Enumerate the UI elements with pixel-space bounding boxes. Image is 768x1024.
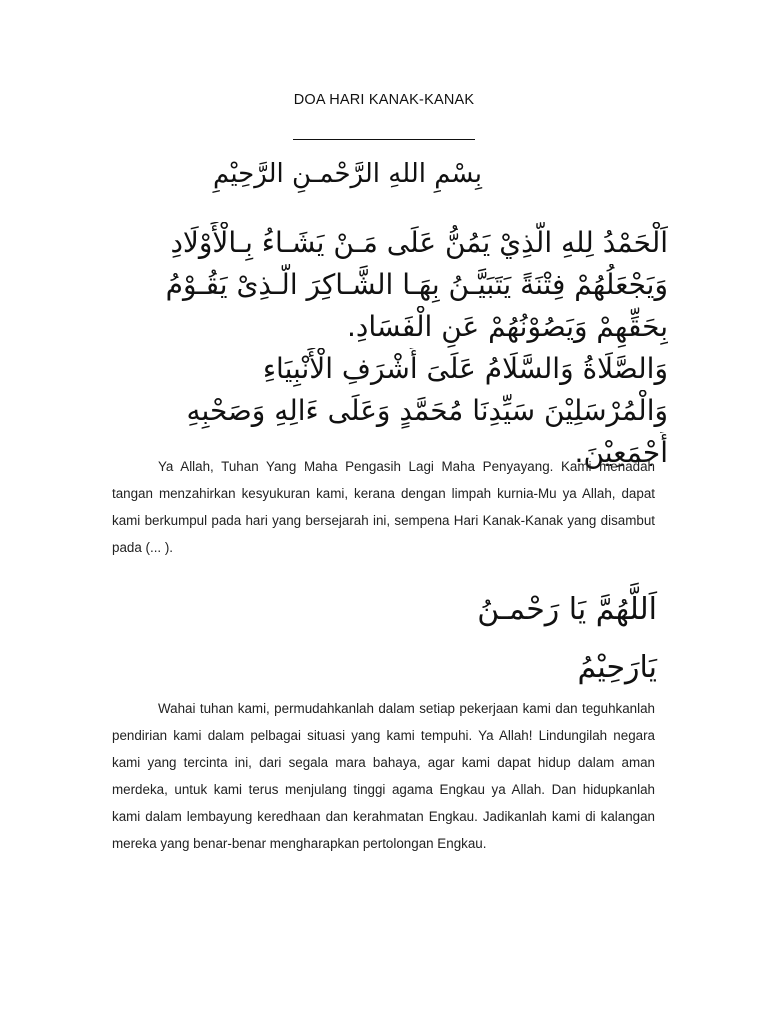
paragraph-intro: Ya Allah, Tuhan Yang Maha Pengasih Lagi Maha Penyayang. Kami menadah tangan menzahirkan kesyukuran kami, kerana dengan limpah kurnia-Mu ya Allah, dapat kami berkumpul pada hari yang bersejarah ini, sempena Hari Kanak-Kanak yang disambut pada (... ).: [112, 459, 655, 555]
doa-arabic-line: اَلْحَمْدُ لِلهِ الَّذِيْ يَمُنُّ عَلَى مَـنْ يَشَـاءُ بِـالْأَوْلَادِ: [170, 226, 668, 259]
doa-arabic-line: وَالصَّلَاةُ وَالسَّلَامُ عَلَىَ أَشْرَفِ الْأَنْبِيَاءِ: [262, 352, 668, 385]
basmala-text: بِسْمِ اللهِ الرَّحْمـنِ الرَّحِيْمِ: [213, 159, 482, 189]
doa-arabic-block: [100, 222, 668, 474]
doa-arabic-line: وَيَجْعَلُهُمْ فِتْنَةً يَتَبَيَّـنُ بِهَـا الشَّـاكِرَ الَّـذِىْ يَقُـوْمُ: [165, 268, 668, 301]
title-underline-divider: [293, 139, 475, 140]
paragraph-supplication: Wahai tuhan kami, permudahkanlah dalam setiap pekerjaan kami dan teguhkanlah pendirian kami dalam pelbagai situasi yang kami tempuhi. Ya Allah! Lindungilah negara kami yang tercinta ini, dari segala mara bahaya, agar kami dapat hidup dalam aman merdeka, untuk kami terus menjulang tinggi agama Engkau ya Allah. Dan hidupkanlah kami dalam lembayung keredhaan dan kerahmatan Engkau. Jadikanlah kami di kalangan mereka yang benar-benar mengharapkan pertolongan Engkau.: [112, 701, 655, 851]
allahumma-heading: اَللَّهُمَّ يَا رَحْمـنُ: [477, 592, 657, 627]
doa-arabic-line: وَالْمُرْسَلِيْنَ سَيِّدِنَا مُحَمَّدٍ وَعَلَى ءَالِهِ وَصَحْبِهِ: [186, 394, 668, 427]
doa-arabic-line: بِحَقِّهِمْ وَيَصُوْنُهُمْ عَنِ الْفَسَادِ.: [346, 310, 668, 343]
document-title: DOA HARI KANAK-KANAK: [293, 92, 475, 108]
ya-rahim-heading: يَارَحِيْمُ: [577, 650, 657, 685]
doa-arabic-line: أَجْمَعِيْنَ.: [574, 436, 668, 469]
